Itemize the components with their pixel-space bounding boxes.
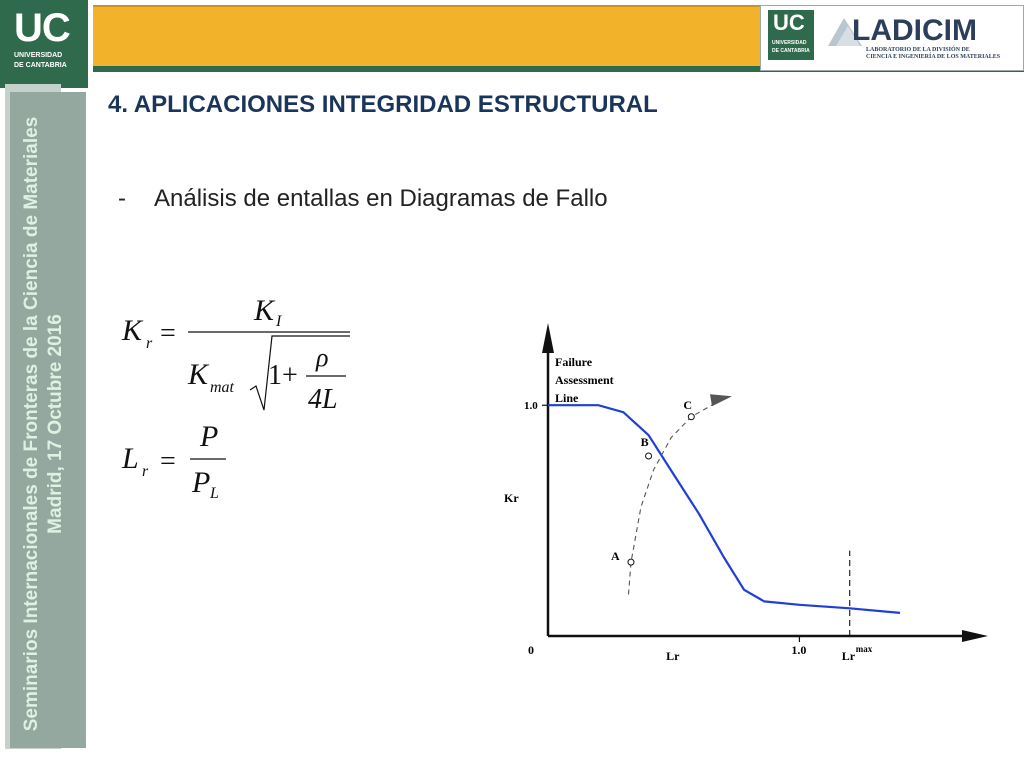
kr-lhs: K — [122, 314, 143, 347]
bullet-dash: - — [118, 185, 126, 212]
load-path — [629, 398, 725, 594]
lr-numerator: P — [200, 420, 219, 453]
formulas — [110, 280, 380, 520]
uc-logo-line2: DE CANTABRIA — [14, 62, 67, 69]
y-axis-arrow — [542, 323, 554, 353]
lr-lhs: L — [122, 442, 139, 475]
kr-denominator: K — [188, 358, 209, 391]
lrmax-sup: max — [855, 644, 873, 654]
uc-small-mark: UC — [773, 10, 805, 35]
curve-label-line-1: Failure — [555, 355, 593, 370]
point-label-B: B — [640, 435, 649, 449]
kr-numerator-sub: I — [276, 313, 282, 330]
load-path-arrow — [710, 394, 732, 406]
y-tick-label: 1.0 — [524, 400, 538, 413]
uc-logo — [0, 0, 88, 88]
seminar-name: Seminarios Internacionales de Fronteras de la Ciencia de Materiales — [21, 116, 42, 732]
one-plus: 1+ — [268, 360, 298, 391]
seminar-caption — [20, 114, 82, 734]
point-A — [628, 559, 634, 565]
x-axis-label: Lr — [666, 649, 680, 663]
uc-small-line2: DE CANTABRIA — [772, 48, 810, 54]
ladicim-logo — [826, 12, 1022, 62]
point-B — [646, 453, 652, 459]
kr-lhs-sub: r — [146, 335, 153, 352]
x-tick-label: 1.0 — [791, 643, 807, 657]
seminar-date: Madrid, 17 Octubre 2016 — [45, 314, 66, 534]
point-label-C: C — [683, 397, 692, 412]
kr-numerator: K — [254, 294, 275, 327]
kr-equals: = — [160, 318, 176, 349]
uc-logo-line1: UNIVERSIDAD — [14, 52, 63, 59]
bullet-text: Análisis de entallas en Diagramas de Fallo — [154, 185, 608, 212]
lrmax-label: Lr — [841, 649, 856, 663]
ladicim-sub2: CIENCIA E INGENIERÍA DE LOS MATERIALES — [866, 54, 1001, 60]
uc-logo-mark: UC — [14, 6, 70, 50]
point-C — [688, 414, 694, 420]
x-axis-arrow — [962, 630, 988, 642]
lr-equals: = — [160, 446, 176, 477]
failure-assessment-diagram — [500, 315, 1012, 675]
point-label-A: A — [610, 549, 620, 564]
slide-title: 4. APLICACIONES INTEGRIDAD ESTRUCTURAL — [108, 91, 658, 118]
lr-denominator-sub: L — [210, 485, 219, 502]
failure-assessment-line — [548, 405, 900, 613]
bullet-item — [118, 184, 608, 214]
kr-denominator-sub: mat — [210, 379, 234, 396]
ladicim-name: LADICIM — [852, 14, 977, 47]
origin-label: 0 — [528, 643, 534, 657]
uc-small-logo — [768, 10, 814, 60]
curve-label-line-3: Line — [555, 391, 579, 406]
curve-label-line-2: Assessment — [555, 373, 614, 388]
uc-small-line1: UNIVERSIDAD — [772, 40, 807, 46]
four-l: 4L — [308, 384, 338, 415]
y-axis-label: Kr — [504, 491, 519, 506]
lr-denominator: P — [192, 466, 211, 499]
rho: ρ — [316, 343, 329, 372]
lr-lhs-sub: r — [142, 463, 149, 480]
ladicim-sub1: LABORATORIO DE LA DIVISIÓN DE — [866, 47, 970, 53]
